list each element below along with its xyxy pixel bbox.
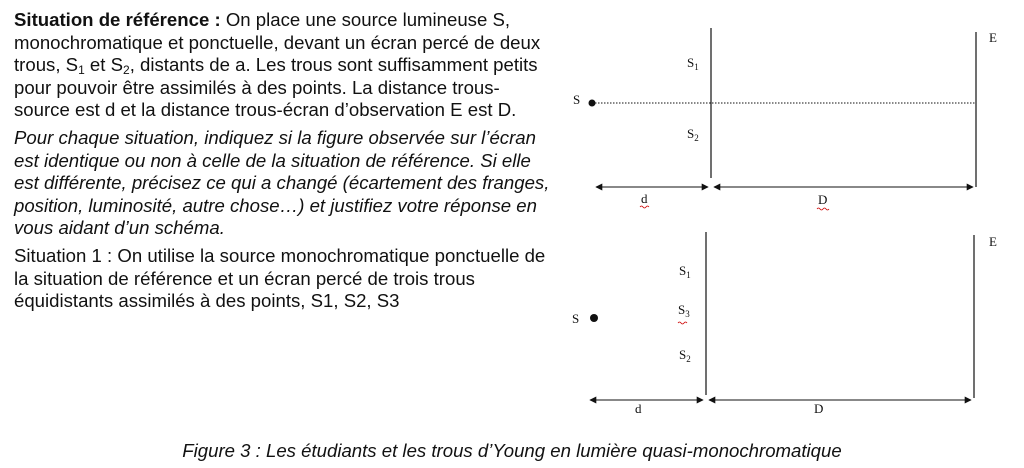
hole-s1-label: $S_1$ (687, 55, 699, 72)
screen-label: E (989, 234, 997, 249)
source-label: S (573, 92, 581, 107)
reference-heading: Situation de référence : (14, 9, 221, 30)
spell-underline (640, 206, 649, 208)
hole-s2-label: $S_2$ (679, 347, 691, 364)
distance-D-label: D (818, 192, 828, 207)
situation1-paragraph: Situation 1 : On utilise la source monochromatique ponctuelle de la situation de référence et un écran percé de trois trous équidistants assimilés à des points, S1, S2, S3 (14, 244, 546, 312)
source-label: S (572, 311, 580, 326)
figure-caption: Figure 3 : Les étudiants et les trous d’Young en lumière quasi-monochromatique (182, 440, 842, 461)
distance-d-label: d (641, 191, 648, 206)
point-source (590, 314, 598, 322)
hole-s1-label: $S_1$ (679, 263, 691, 280)
spell-underline (817, 208, 829, 210)
spell-underline (678, 322, 687, 324)
distance-d-label: d (635, 401, 642, 416)
diagram-situation1 (572, 232, 997, 416)
screen-label: E (989, 30, 997, 45)
hole-s2-label: $S_2$ (687, 126, 699, 143)
point-source (589, 100, 596, 107)
reference-paragraph: Situation de référence : On place une source lumineuse S, monochromatique et ponctuelle, devant un écran percé de deux trous, $S_1$ et $S_2$, distants de a. Les trous sont suffisamment petits pour pouvoir être assimilés à des points. La distance trous-source est d et la distance trous-écran d’observation E est D. (14, 9, 541, 121)
diagram-reference (573, 28, 997, 210)
hole-s3-label: $S_3$ (678, 302, 690, 319)
distance-D-label: D (814, 401, 824, 416)
instruction-paragraph: Pour chaque situation, indiquez si la figure observée sur l’écran est identique ou non à celle de la situation de référence. Si elle est différente, précisez ce qui a changé (écartement des franges, position, luminosité, autre chose…) et justifiez votre réponse en vous aidant d’un schéma. (14, 126, 550, 239)
